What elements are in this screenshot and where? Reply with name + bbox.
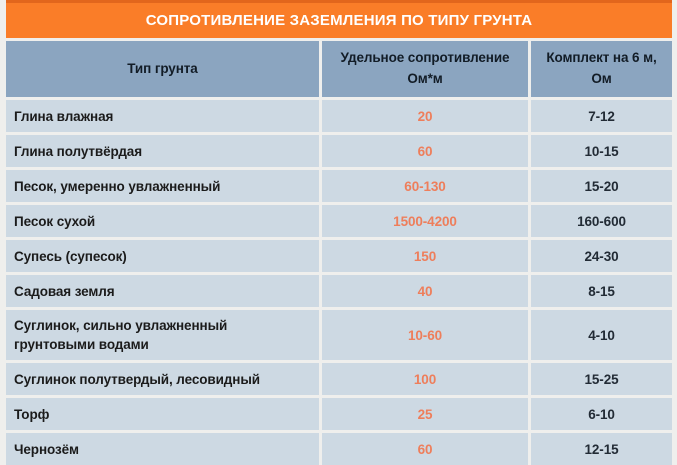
kit-resistance-cell: 4-10: [531, 310, 672, 360]
resistivity-value-cell: 10-60: [322, 310, 528, 360]
resistivity-value-cell: 1500-4200: [322, 205, 528, 237]
table-title: СОПРОТИВЛЕНИЕ ЗАЗЕМЛЕНИЯ ПО ТИПУ ГРУНТА: [145, 12, 533, 29]
table-row: [6, 135, 672, 167]
kit-resistance-cell: 10-15: [531, 135, 672, 167]
resistivity-value-cell: 25: [322, 398, 528, 430]
column-header-resistivity: [322, 41, 528, 97]
kit-resistance-cell: 15-20: [531, 170, 672, 202]
table-title-banner: [6, 0, 672, 38]
kit-resistance-cell: 8-15: [531, 275, 672, 307]
table-row: [6, 240, 672, 272]
resistivity-value-cell: 40: [322, 275, 528, 307]
kit-resistance-cell: 15-25: [531, 363, 672, 395]
column-header-soil-type-label: Тип грунта: [127, 60, 198, 76]
kit-resistance-cell: 12-15: [531, 433, 672, 465]
column-header-soil-type: [6, 41, 319, 97]
soil-type-cell: Суглинок полутвердый, лесовидный: [6, 363, 319, 395]
resistivity-value-cell: 150: [322, 240, 528, 272]
table-row: [6, 100, 672, 132]
resistivity-value-cell: 60-130: [322, 170, 528, 202]
soil-type-cell: Песок, умеренно увлажненный: [6, 170, 319, 202]
resistivity-value-cell: 100: [322, 363, 528, 395]
table-row: [6, 398, 672, 430]
soil-type-cell: Торф: [6, 398, 319, 430]
table-row: [6, 205, 672, 237]
soil-type-cell: Суглинок, сильно увлажненный грунтовыми водами: [6, 310, 319, 360]
soil-type-cell: Глина влажная: [6, 100, 319, 132]
banner-top-edge: [6, 0, 672, 3]
kit-resistance-cell: 24-30: [531, 240, 672, 272]
kit-resistance-cell: 6-10: [531, 398, 672, 430]
resistivity-value-cell: 60: [322, 433, 528, 465]
resistivity-value-cell: 20: [322, 100, 528, 132]
soil-type-cell: Чернозём: [6, 433, 319, 465]
kit-resistance-cell: 160-600: [531, 205, 672, 237]
table-body: [6, 100, 672, 465]
table-row: [6, 310, 672, 360]
kit-resistance-cell: 7-12: [531, 100, 672, 132]
column-header-resistivity-line2: Ом*м: [407, 71, 443, 86]
soil-type-cell: Супесь (супесок): [6, 240, 319, 272]
column-header-kit: [531, 41, 672, 97]
soil-type-cell: Глина полутвёрдая: [6, 135, 319, 167]
soil-type-cell: Садовая земля: [6, 275, 319, 307]
soil-type-cell: Песок сухой: [6, 205, 319, 237]
resistivity-value-cell: 60: [322, 135, 528, 167]
table-row: [6, 363, 672, 395]
table-header-row: [6, 41, 672, 97]
table-row: [6, 170, 672, 202]
column-header-kit-line1: Комплект на 6 м,: [546, 50, 657, 66]
table-row: [6, 275, 672, 307]
column-header-kit-line2: Ом: [591, 71, 612, 86]
table-row: [6, 433, 672, 465]
column-header-resistivity-line1: Удельное сопротивление: [340, 50, 510, 66]
